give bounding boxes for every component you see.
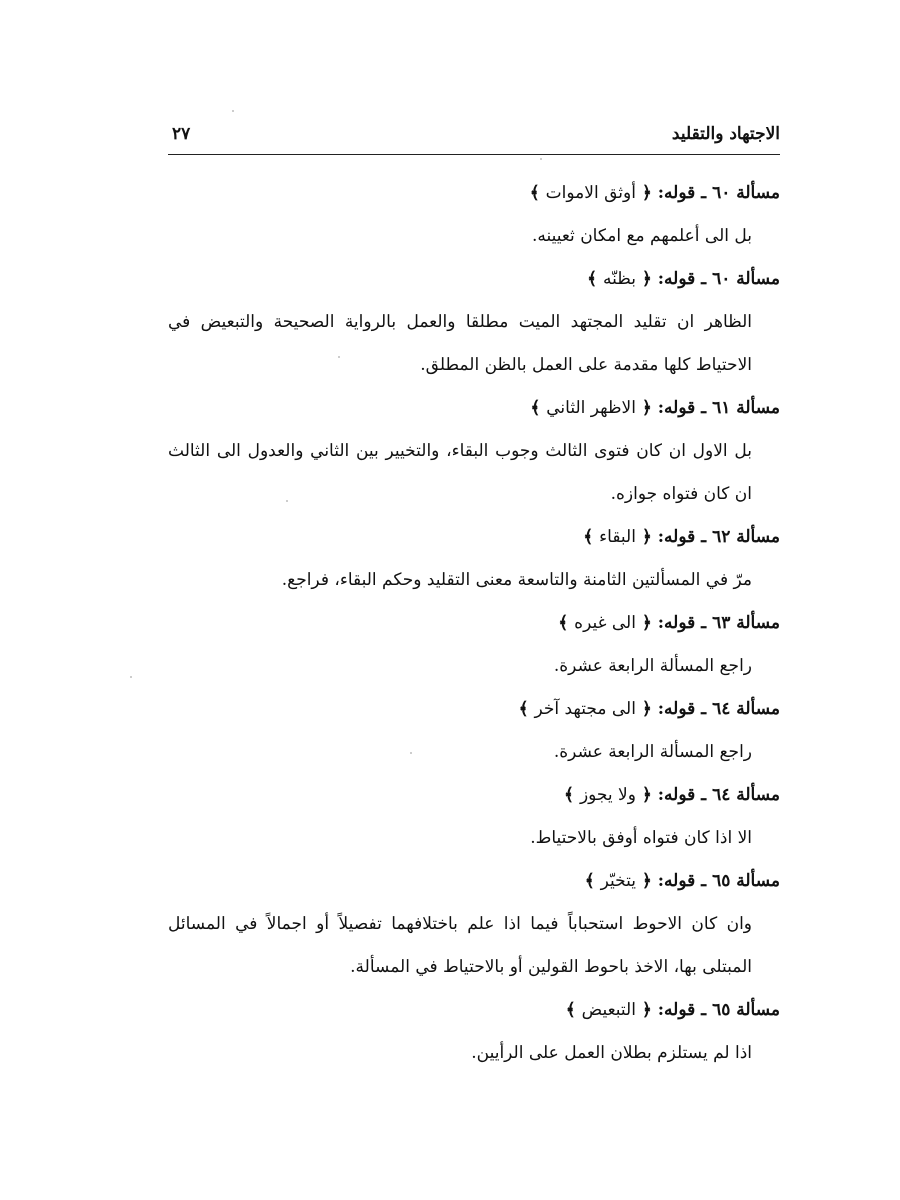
quote-open-bracket: ﴿ [641, 1000, 652, 1020]
quote-open-bracket: ﴿ [641, 527, 652, 547]
issue-heading [168, 989, 780, 1032]
issue-commentary: بل الاول ان كان فتوى الثالث وجوب البقاء، والتخيير بين الثاني والعدول الى الثالث ان كان فتواه جوازه. [168, 441, 752, 504]
quoted-phrase: بظنّه [603, 269, 636, 289]
quoted-phrase: البقاء [599, 527, 636, 547]
quote-open-bracket: ﴿ [641, 613, 652, 633]
quote-close-bracket: ﴾ [565, 1000, 576, 1020]
issue-entry [168, 989, 780, 1075]
quote-close-bracket: ﴾ [584, 871, 595, 891]
issue-entry [168, 172, 780, 258]
issue-label: مسألة ٦٢ ـ قوله: [657, 527, 780, 547]
commentary-body [168, 172, 780, 1075]
issue-heading [168, 860, 780, 903]
issue-label: مسألة ٦٥ ـ قوله: [657, 871, 780, 891]
issue-entry [168, 774, 780, 860]
quoted-phrase: التبعيض [581, 1000, 636, 1020]
issue-commentary: بل الى أعلمهم مع امكان ثعيينه. [531, 226, 752, 246]
quoted-phrase: الى غيره [574, 613, 636, 633]
scan-speck [540, 158, 542, 160]
issue-entry [168, 602, 780, 688]
scan-speck [232, 110, 234, 112]
issue-heading [168, 688, 780, 731]
issue-entry [168, 516, 780, 602]
quote-open-bracket: ﴿ [641, 398, 652, 418]
quote-close-bracket: ﴾ [530, 398, 541, 418]
issue-entry [168, 258, 780, 387]
issue-label: مسألة ٦٣ ـ قوله: [657, 613, 780, 633]
issue-entry [168, 688, 780, 774]
quoted-phrase: الاظهر الثاني [546, 398, 636, 418]
issue-heading [168, 172, 780, 215]
quote-close-bracket: ﴾ [518, 699, 529, 719]
quoted-phrase: يتخيّر [600, 871, 636, 891]
quote-close-bracket: ﴾ [587, 269, 598, 289]
issue-commentary: اذا لم يستلزم بطلان العمل على الرأيين. [471, 1043, 752, 1063]
issue-heading [168, 516, 780, 559]
running-header [168, 120, 780, 152]
scan-speck [130, 676, 132, 678]
issue-commentary: راجع المسألة الرابعة عشرة. [553, 656, 752, 676]
quote-close-bracket: ﴾ [529, 183, 540, 203]
issue-commentary: الظاهر ان تقليد المجتهد الميت مطلقا والعمل بالرواية الصحيحة والتبعيض في الاحتياط كلها مقدمة على العمل بالظن المطلق. [168, 312, 752, 375]
quote-close-bracket: ﴾ [564, 785, 575, 805]
issue-commentary: مرّ في المسألتين الثامنة والتاسعة معنى التقليد وحكم البقاء، فراجع. [281, 570, 752, 590]
quote-close-bracket: ﴾ [583, 527, 594, 547]
issue-label: مسألة ٦١ ـ قوله: [657, 398, 780, 418]
quote-open-bracket: ﴿ [641, 699, 652, 719]
page-number: ٢٧ [172, 124, 191, 144]
quoted-phrase: أوثق الاموات [545, 183, 636, 203]
issue-label: مسألة ٦٥ ـ قوله: [657, 1000, 780, 1020]
quote-open-bracket: ﴿ [641, 269, 652, 289]
scan-speck [410, 752, 412, 754]
scan-speck [286, 500, 288, 502]
issue-commentary: الا اذا كان فتواه أوفق بالاحتياط. [530, 828, 752, 848]
quoted-phrase: الى مجتهد آخر [534, 699, 636, 719]
issue-heading [168, 387, 780, 430]
issue-commentary: راجع المسألة الرابعة عشرة. [553, 742, 752, 762]
running-title: الاجتهاد والتقليد [671, 124, 780, 144]
issue-label: مسألة ٦٤ ـ قوله: [657, 785, 780, 805]
quote-open-bracket: ﴿ [641, 785, 652, 805]
issue-label: مسألة ٦٠ ـ قوله: [657, 183, 780, 203]
issue-entry [168, 860, 780, 989]
header-rule [168, 154, 780, 155]
quoted-phrase: ولا يجوز [579, 785, 636, 805]
issue-commentary: وان كان الاحوط استحباباً فيما اذا علم باختلافهما تفصيلاً أو اجمالاً في المسائل المبتلى بها، الاخذ باحوط القولين أو بالاحتياط في المسألة. [168, 914, 752, 977]
quote-close-bracket: ﴾ [558, 613, 569, 633]
issue-heading [168, 258, 780, 301]
scan-speck [338, 356, 340, 358]
quote-open-bracket: ﴿ [641, 183, 652, 203]
issue-label: مسألة ٦٤ ـ قوله: [657, 699, 780, 719]
issue-heading [168, 774, 780, 817]
issue-entry [168, 387, 780, 516]
quote-open-bracket: ﴿ [641, 871, 652, 891]
issue-label: مسألة ٦٠ ـ قوله: [657, 269, 780, 289]
issue-heading [168, 602, 780, 645]
